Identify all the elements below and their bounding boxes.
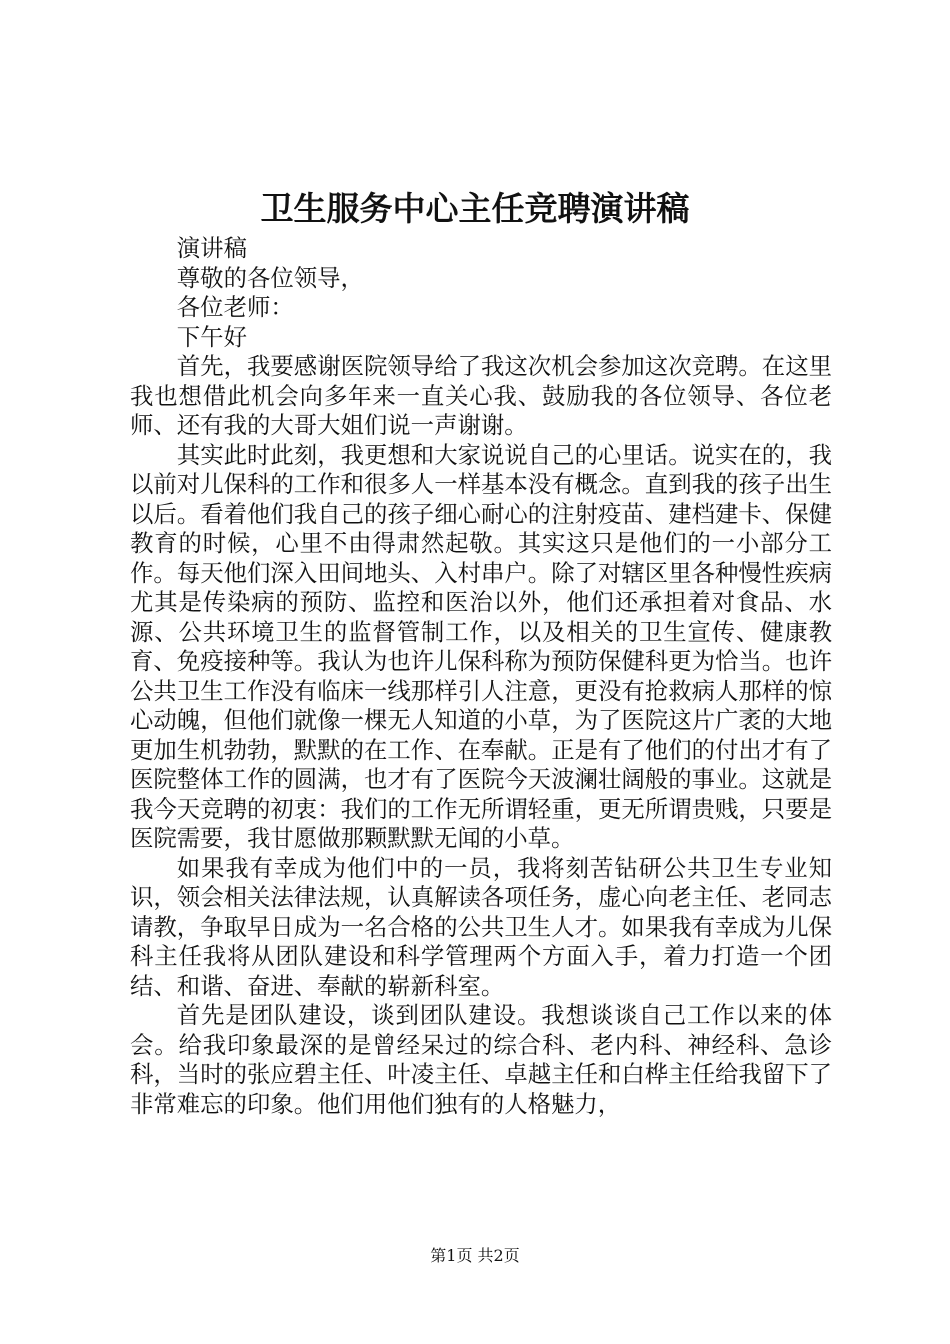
document-title: 卫生服务中心主任竞聘演讲稿 [260,189,690,228]
paragraph: 各位老师： [176,293,294,321]
paragraph: 如果我有幸成为他们中的一员，我将刻苦钻研公共卫生专业知识，领会相关法律法规，认真解读各项任务，虚心向老主任、老同志请教，争取早日成为一名合格的公共卫生人才。如果我有幸成为儿保科主任我将从团队建设和科学管理两个方面入手，着力打造一个团结、和谐、奋进、奉献的崭新科室。 [130,853,832,1000]
paragraph: 尊敬的各位领导， [176,263,364,292]
paragraph: 其实此时此刻，我更想和大家说说自己的心里话。说实在的，我以前对儿保科的工作和很多人一样基本没有概念。直到我的孩子出生以后。看着他们我自己的孩子细心耐心的注射疫苗、建档建卡、保健教育的时候，心里不由得肃然起敬。其实这只是他们的一小部分工作。每天他们深入田间地头、入村串户。除了对辖区里各种慢性疾病尤其是传染病的预防、监控和医治以外，他们还承担着对食品、水源、公共环境卫生的监督管制工作，以及相关的卫生宣传、健康教育、免疫接种等。我认为也许儿保科称为预防保健科更为恰当。也许公共卫生工作没有临床一线那样引人注意，更没有抢救病人那样的惊心动魄，但他们就像一棵无人知道的小草，为了医院这片广袤的大地更加生机勃勃，默默的在工作、在奉献。正是有了他们的付出才有了医院整体工作的圆满，也才有了医院今天波澜壮阔般的事业。这就是我今天竞聘的初衷：我们的工作无所谓轻重，更无所谓贵贱，只要是医院需要，我甘愿做那颗默默无闻的小草。 [130,440,832,852]
paragraph: 首先，我要感谢医院领导给了我这次机会参加这次竞聘。在这里我也想借此机会向多年来一直关心我、鼓励我的各位领导、各位老师、还有我的大哥大姐们说一声谢谢。 [130,352,832,439]
page-footer: 第1页 共2页 [430,1246,520,1265]
paragraph: 下午好 [176,322,247,351]
paragraph: 首先是团队建设，谈到团队建设。我想谈谈自己工作以来的体会。给我印象最深的是曾经呆过的综合科、老内科、神经科、急诊科，当时的张应碧主任、叶凌主任、卓越主任和白桦主任给我留下了非常难忘的印象。他们用他们独有的人格魅力， [130,1001,832,1118]
document-body [130,234,832,1119]
paragraph: 演讲稿 [176,234,247,262]
